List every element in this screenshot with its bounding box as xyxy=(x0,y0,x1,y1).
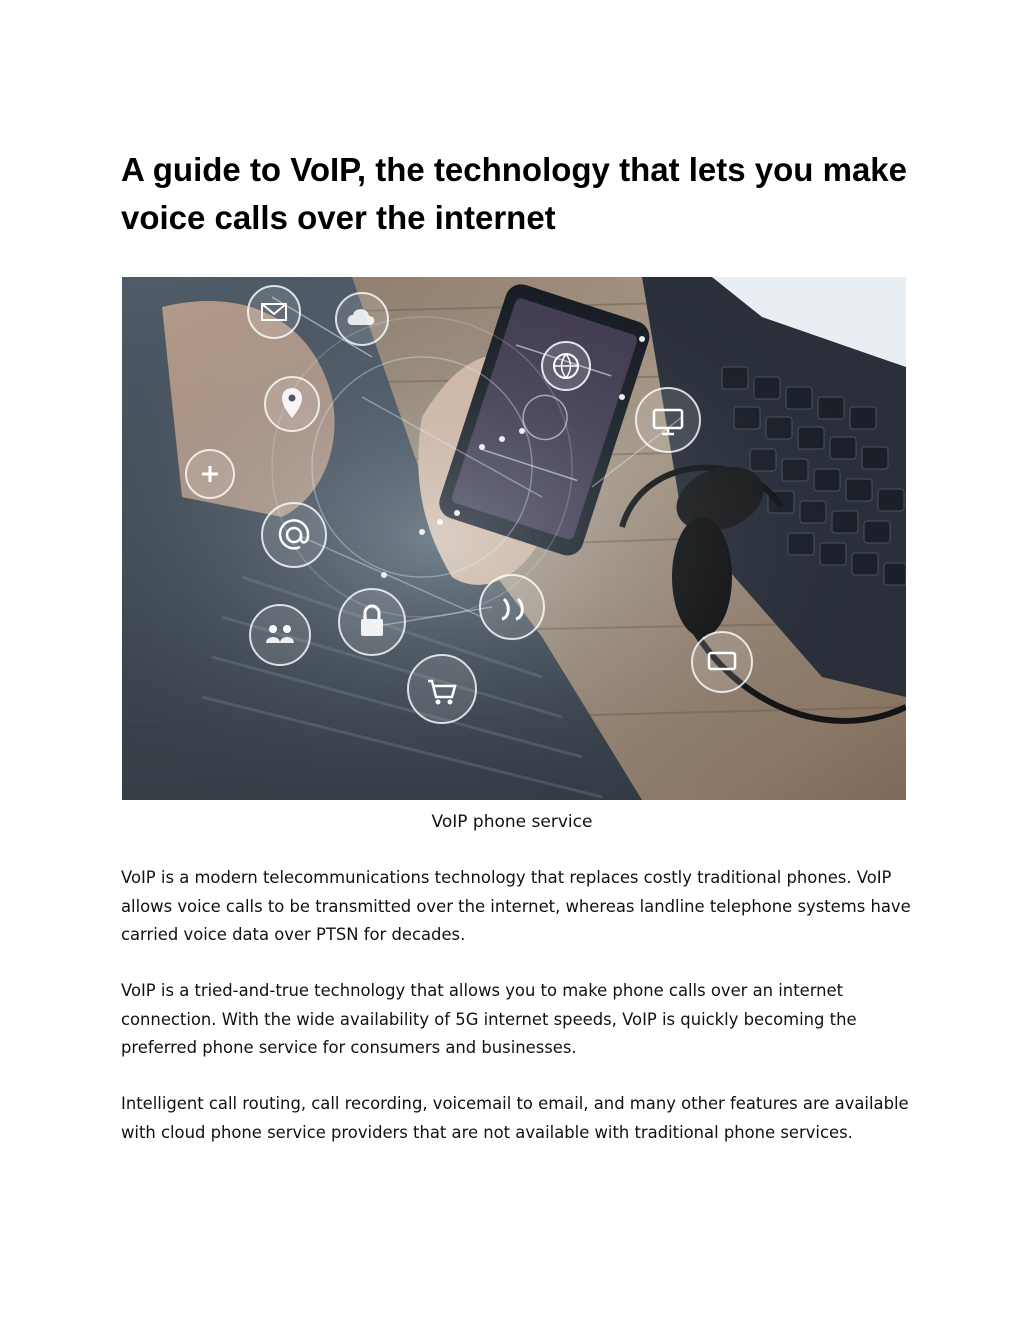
chat-icon xyxy=(480,575,544,639)
monitor-icon xyxy=(636,388,700,452)
article-title: A guide to VoIP, the technology that lets you make voice calls over the internet xyxy=(121,151,908,236)
plus-icon xyxy=(186,450,234,498)
location-pin-icon xyxy=(265,377,319,431)
mail-icon xyxy=(248,286,300,338)
cloud-icon xyxy=(336,293,388,345)
lock-icon xyxy=(339,589,405,655)
globe-icon xyxy=(542,342,590,390)
paragraph-2: VoIP is a tried-and-true technology that allows you to make phone calls over an internet connection. With the wide availability of 5G internet speeds, VoIP is quickly becoming the preferred phone service for consumers and businesses. xyxy=(121,981,857,1057)
monitor-icon xyxy=(692,632,752,692)
cart-icon xyxy=(408,655,476,723)
paragraph-1: VoIP is a modern telecommunications technology that replaces costly traditional phones. VoIP allows voice calls to be transmitted over the internet, whereas landline telephone systems have carried voice data over PTSN for decades. xyxy=(121,868,911,944)
article-image xyxy=(122,277,906,800)
paragraph-3: Intelligent call routing, call recording, voicemail to email, and many other features are available with cloud phone service providers that are not available with traditional phone services. xyxy=(121,1094,909,1142)
people-icon xyxy=(250,605,310,665)
image-caption: VoIP phone service xyxy=(431,812,593,832)
at-sign-icon xyxy=(262,503,326,567)
